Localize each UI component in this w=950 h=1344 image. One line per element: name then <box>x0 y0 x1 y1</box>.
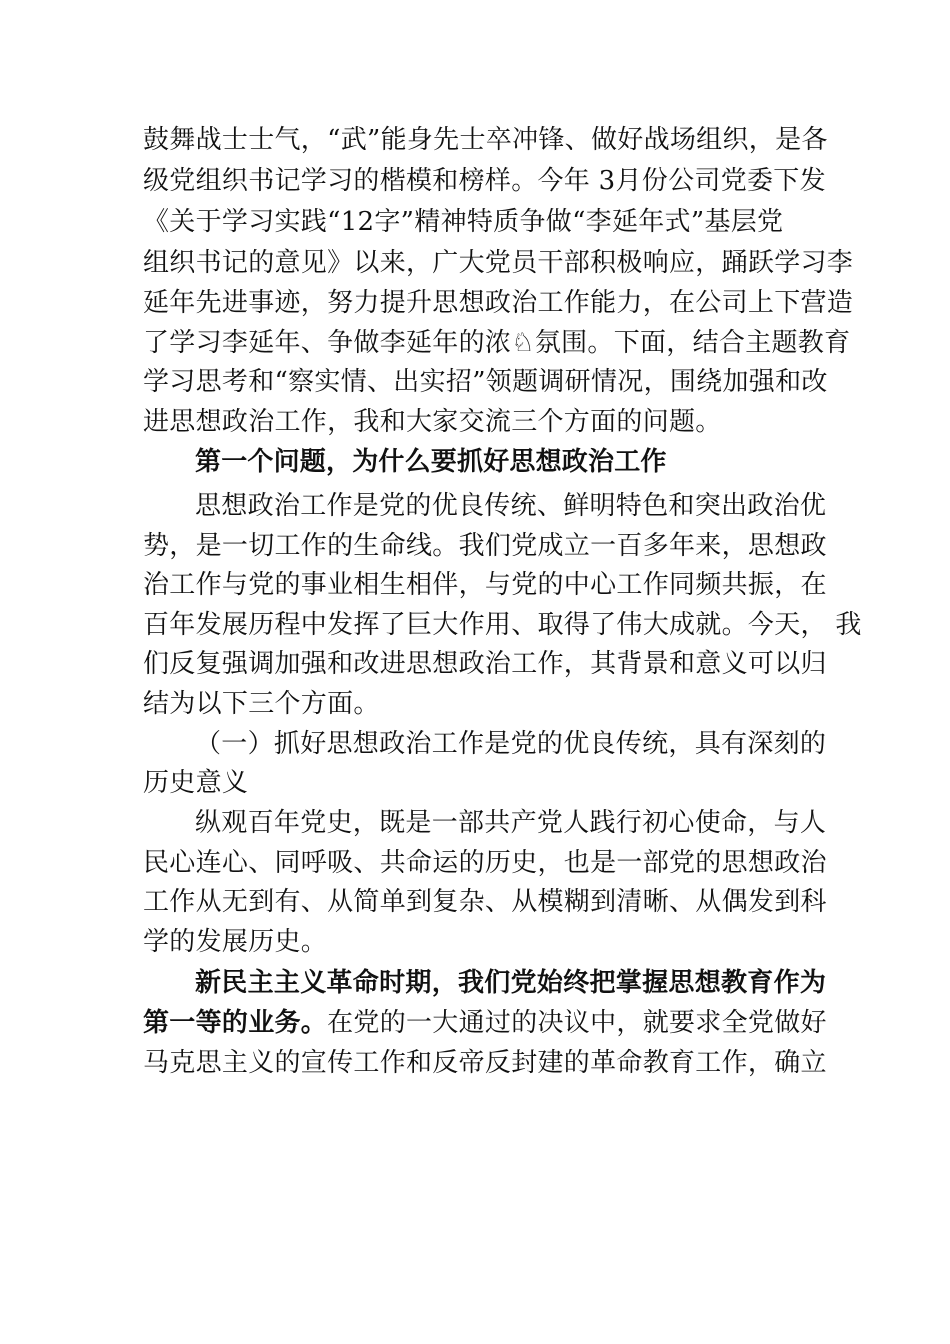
subheading-line-2: 历史意义 <box>143 768 249 798</box>
para4-line-3: 马克思主义的宣传工作和反帝反封建的革命教育工作，确立 <box>143 1048 827 1078</box>
para2-line-4: 百年发展历程中发挥了巨大作用、取得了伟大成就。今天， 我 <box>143 610 862 640</box>
para2-line-1: 思想政治工作是党的优良传统、鲜明特色和突出政治优 <box>195 491 827 521</box>
intro-line-6: 了学习李延年、争做李延年的浓♘氛围。下面，结合主题教育 <box>143 328 851 358</box>
para4-bold-lead: 第一等的业务。 <box>143 1008 328 1038</box>
para2-line-3: 治工作与党的事业相生相伴，与党的中心工作同频共振，在 <box>143 570 827 600</box>
para3-line-3: 工作从无到有、从简单到复杂、从模糊到清晰、从偶发到科 <box>143 887 827 917</box>
para4-line-2-rest: 在党的一大通过的决议中，就要求全党做好 <box>327 1008 827 1038</box>
para3-line-1: 纵观百年党史，既是一部共产党人践行初心使命，与人 <box>195 808 827 838</box>
subheading-line-1: （一）抓好思想政治工作是党的优良传统，具有深刻的 <box>195 729 827 759</box>
intro-line-2: 级党组织书记学习的楷模和榜样。今年 3月份公司党委下发 <box>143 166 826 196</box>
para2-line-6: 结为以下三个方面。 <box>143 689 380 719</box>
para2-line-5: 们反复强调加强和改进思想政治工作，其背景和意义可以归 <box>143 649 827 679</box>
para3-line-2: 民心连心、同呼吸、共命运的历史，也是一部党的思想政治 <box>143 848 827 878</box>
para3-line-4: 学的发展历史。 <box>143 927 328 957</box>
section-heading-1: 第一个问题，为什么要抓好思想政治工作 <box>195 447 667 477</box>
intro-line-3: 《关于学习实践“12字”精神特质争做“李延年式”基层党 <box>143 207 784 237</box>
intro-line-5: 延年先进事迹，努力提升思想政治工作能力，在公司上下营造 <box>143 288 854 318</box>
intro-line-7: 学习思考和“察实情、出实招”领题调研情况，围绕加强和改 <box>143 367 828 397</box>
para4-bold-line-1: 新民主主义革命时期，我们党始终把掌握思想教育作为 <box>195 968 827 998</box>
intro-line-4: 组织书记的意见》以来，广大党员干部积极响应，踊跃学习李 <box>143 248 854 278</box>
para4-line-2 <box>143 1005 827 1041</box>
intro-line-1: 鼓舞战士士气，“武”能身先士卒冲锋、做好战场组织，是各 <box>143 125 828 155</box>
para2-line-2: 势，是一切工作的生命线。我们党成立一百多年来，思想政 <box>143 531 827 561</box>
intro-line-8: 进思想政治工作，我和大家交流三个方面的问题。 <box>143 407 722 437</box>
